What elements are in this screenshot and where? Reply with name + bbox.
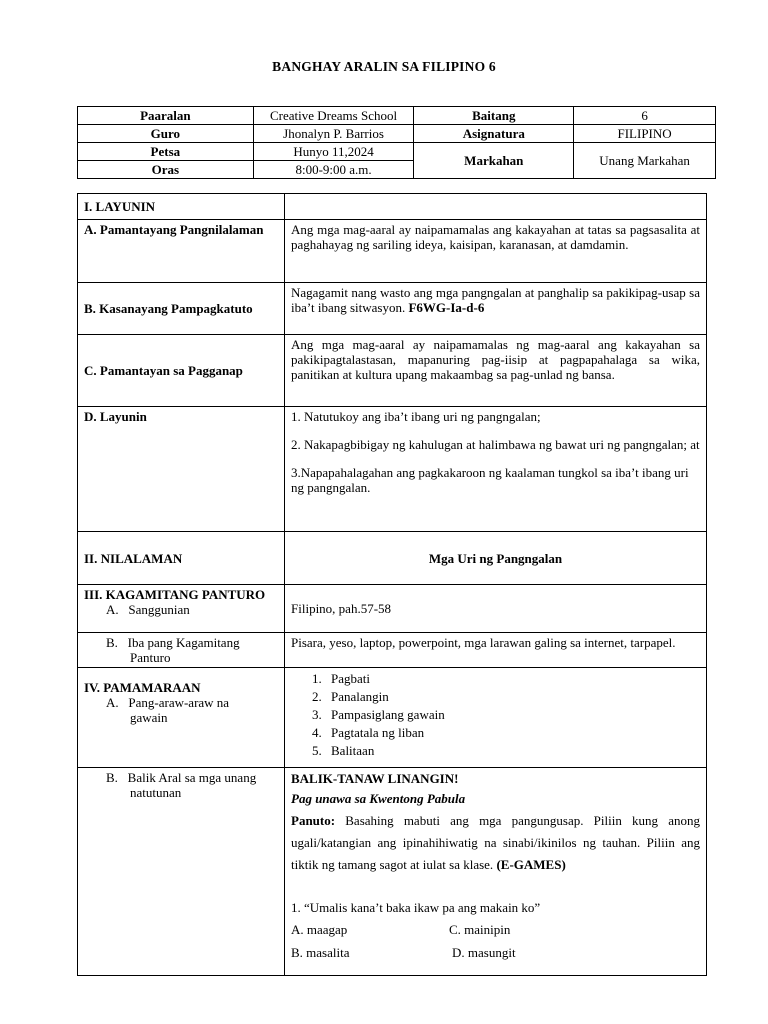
header-row — [78, 107, 716, 125]
list-item: 1. Pagbati — [325, 670, 700, 688]
pamamaraan-label: IV. PAMAMARAAN — [84, 680, 201, 695]
options-row — [291, 942, 700, 964]
options-row — [291, 918, 700, 942]
table-row — [78, 532, 707, 585]
kagamitan-cell — [78, 585, 285, 633]
lesson-plan-table — [77, 193, 707, 976]
table-row — [78, 194, 707, 220]
pamantayang-pangnilalaman-text: Ang mga mag-aaral ay naipamamalas ang kakayahan at tatas sa pagsasalita at paghahayag ng sariling ideya, kaisipan, karanasan, at damdamin. — [285, 220, 707, 283]
pamantayan-sa-pagganap-label: C. Pamantayan sa Pagganap — [78, 335, 285, 407]
asignatura-label: Asignatura — [414, 125, 574, 143]
panuto-label: Panuto: — [291, 813, 336, 828]
kasanayang-pampagkatuto-cell — [285, 283, 707, 335]
paaralan-label: Paaralan — [78, 107, 254, 125]
question-1: 1. “Umalis kana’t baka ikaw pa ang makain ko” — [291, 900, 541, 915]
asignatura-value: FILIPINO — [574, 125, 716, 143]
table-row — [78, 768, 707, 976]
gawain-list-cell — [285, 668, 707, 768]
petsa-value: Hunyo 11,2024 — [253, 143, 414, 161]
pang-araw-araw-label-cont: gawain — [130, 710, 168, 725]
markahan-label: Markahan — [414, 143, 574, 179]
oras-label: Oras — [78, 161, 254, 179]
panuto-text: Basahing mabuti ang mga pangungusap. Piliin kung anong ugali/katangian ang ipinahihiwatig na sinabi/ikinilos ng tauhan. Piliin ang tiktik ng tamang sagot at iulat sa klase. — [291, 813, 700, 872]
baitang-value: 6 — [574, 107, 716, 125]
list-item: 3. Pampasiglang gawain — [325, 706, 700, 724]
nilalaman-label: II. NILALAMAN — [78, 532, 285, 585]
list-item: 4. Pagtatala ng liban — [325, 724, 700, 742]
layunin-item: 3.Napapahalagahan ang pagkakaroon ng kaalaman tungkol sa iba’t ibang uri ng pangngalan. — [291, 465, 689, 495]
header-row — [78, 125, 716, 143]
oras-value: 8:00-9:00 a.m. — [253, 161, 414, 179]
balik-tanaw-heading: BALIK-TANAW LINANGIN! — [291, 771, 459, 786]
layunin-item: 2. Nakapagbibigay ng kahulugan at halimbawa ng bawat uri ng pangngalan; at — [291, 437, 700, 452]
sanggunian-value: Filipino, pah.57-58 — [285, 585, 707, 633]
empty-cell — [285, 194, 707, 220]
kagamitan-label: III. KAGAMITANG PANTURO — [84, 587, 266, 602]
balik-tanaw-subheading: Pag unawa sa Kwentong Pabula — [291, 791, 466, 806]
balik-aral-content — [285, 768, 707, 976]
table-row — [78, 585, 707, 633]
pamamaraan-cell — [78, 668, 285, 768]
nilalaman-value: Mga Uri ng Pangngalan — [285, 532, 707, 585]
kasanayang-pampagkatuto-label: B. Kasanayang Pampagkatuto — [78, 283, 285, 335]
markahan-value: Unang Markahan — [574, 143, 716, 179]
header-row — [78, 143, 716, 161]
layunin-item: 1. Natutukoy ang iba’t ibang uri ng pangngalan; — [291, 409, 541, 424]
competency-code: F6WG-Ia-d-6 — [408, 300, 485, 315]
layunin-heading: I. LAYUNIN — [78, 194, 285, 220]
guro-label: Guro — [78, 125, 254, 143]
option-a: A. maagap — [291, 922, 348, 937]
petsa-label: Petsa — [78, 143, 254, 161]
table-row — [78, 220, 707, 283]
gawain-list — [291, 670, 700, 760]
header-table — [77, 106, 716, 179]
option-c: C. mainipin — [449, 922, 511, 937]
iba-pang-kagamitan-value: Pisara, yeso, laptop, powerpoint, mga larawan galing sa internet, tarpapel. — [285, 633, 707, 668]
pamantayan-sa-pagganap-text: Ang mga mag-aaral ay naipamamalas ng mag-aaral ang kakayahan sa pakikipagtalastasan, mapanuring pag-iisip at pagpapahalaga sa wika, panitikan at kultura upang makaambag sa pag-unlad ng bansa. — [285, 335, 707, 407]
pamantayang-pangnilalaman-label: A. Pamantayang Pangnilalaman — [78, 220, 285, 283]
paaralan-value: Creative Dreams School — [253, 107, 414, 125]
balik-aral-label-cont: natutunan — [130, 785, 182, 800]
option-d: D. masungit — [452, 945, 516, 960]
kasanayang-pampagkatuto-text: Nagagamit nang wasto ang mga pangngalan at panghalip sa pakikipag-usap sa iba’t ibang sitwasyon. — [291, 285, 700, 315]
balik-aral-cell — [78, 768, 285, 976]
balik-aral-label: B. Balik Aral sa mga unang — [106, 770, 257, 785]
panuto-tag: (E-GAMES) — [496, 857, 566, 872]
iba-pang-kagamitan-label: B. Iba pang Kagamitang — [106, 635, 240, 650]
table-row — [78, 407, 707, 532]
iba-pang-kagamitan-label-cont: Panturo — [130, 650, 171, 665]
list-item: 5. Balitaan — [325, 742, 700, 760]
table-row — [78, 335, 707, 407]
table-row — [78, 668, 707, 768]
layunin-list — [285, 407, 707, 532]
option-b: B. masalita — [291, 945, 350, 960]
iba-pang-kagamitan-cell — [78, 633, 285, 668]
guro-value: Jhonalyn P. Barrios — [253, 125, 414, 143]
pang-araw-araw-label: A. Pang-araw-araw na — [106, 695, 230, 710]
table-row — [78, 633, 707, 668]
panuto-paragraph — [291, 810, 700, 876]
layunin-label: D. Layunin — [78, 407, 285, 532]
list-item: 2. Panalangin — [325, 688, 700, 706]
sanggunian-label: A. Sanggunian — [106, 602, 190, 617]
document-title: BANGHAY ARALIN SA FILIPINO 6 — [272, 59, 496, 74]
table-row — [78, 283, 707, 335]
baitang-label: Baitang — [414, 107, 574, 125]
